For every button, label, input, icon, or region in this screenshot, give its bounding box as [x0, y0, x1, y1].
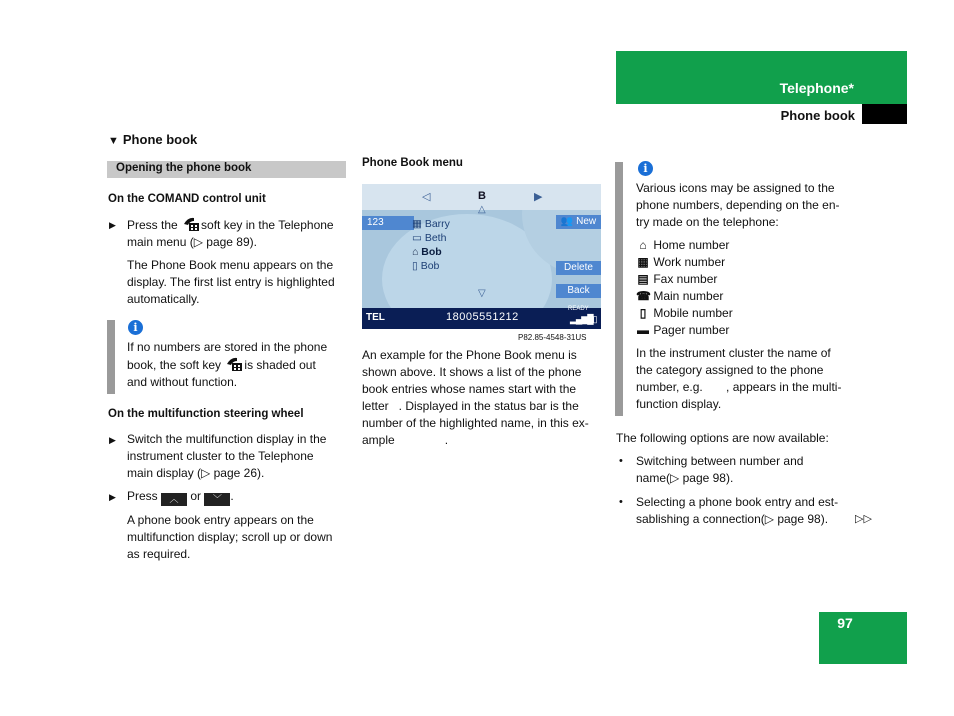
info-sidebar [107, 320, 115, 394]
screen-letter: B [478, 190, 486, 202]
steering-wheel-heading: On the multifunction steering wheel [108, 408, 304, 420]
info-instrument-cluster: In the instrument cluster the name of the category assigned to the phone number, e.g. , appears in the multi- function display. [636, 346, 842, 411]
status-ready: READY [568, 306, 589, 312]
scroll-down-key-icon: ﹀ [204, 493, 230, 506]
letter-right-arrow-icon[interactable]: ▶ [534, 191, 543, 203]
entry-bob-mobile[interactable]: ▯ Bob [412, 260, 440, 272]
info-note-left: If no numbers are stored in the phone book, the soft key is shaded out and without function. [127, 340, 328, 389]
btn-delete[interactable]: Delete [556, 261, 601, 275]
home-number-icon: ⌂ [412, 246, 419, 258]
legend-work: ▦ Work number [637, 255, 726, 269]
screen-status-bar [362, 308, 601, 329]
example-description: An example for the Phone Book menu is shown above. It shows a list of the phone book entries whose names start with the letter . Displayed in the status bar is the number of the highlighted name, in this ex- ample . [362, 348, 589, 447]
page-number: 97 [837, 615, 853, 631]
info-icon: i [638, 161, 653, 176]
continued-arrows-icon: ▷▷ [855, 513, 872, 525]
fax-number-icon: ▭ [412, 232, 422, 244]
header-black-tab [862, 104, 907, 124]
bullet-arrow-icon: ▶ [109, 220, 116, 230]
page-ref-arrow-icon: ▷ [670, 471, 680, 485]
chapter-title: Telephone* [779, 80, 854, 96]
page-title-text: Phone book [122, 132, 198, 147]
phonebook-appears-text: The Phone Book menu appears on the display. The first list entry is highlighted automatically. [127, 258, 335, 306]
comand-heading: On the COMAND control unit [108, 193, 266, 205]
phonebook-menu-heading: Phone Book menu [362, 157, 463, 169]
legend-main: ☎ Main number [636, 289, 724, 303]
list-down-arrow-icon[interactable]: ▽ [478, 288, 486, 299]
btn-123[interactable]: 123 [362, 216, 414, 230]
entry-appears-text: A phone book entry appears on the multifunction display; scroll up or down as required. [127, 513, 333, 561]
options-intro: The following options are now available: [616, 431, 829, 445]
phonebook-softkey-icon [225, 356, 243, 372]
btn-new[interactable]: 👥 New [556, 215, 601, 229]
step-press-keys: Press ︿ or ﹀ . [127, 489, 234, 504]
work-number-icon: ▦ [412, 218, 422, 230]
info-icons-intro: Various icons may be assigned to the phone numbers, depending on the en- try made on the telephone: [636, 181, 840, 229]
main-number-icon: ☎ [636, 289, 651, 303]
option-switch-number-name: Switching between number and name(▷ page 98). [636, 454, 804, 485]
status-number: 18005551212 [446, 311, 519, 323]
step-switch-display: Switch the multifunction display in the instrument cluster to the Telephone main display (▷ page 26). [127, 432, 327, 480]
step-press-softkey: Press the soft key in the Telephone main menu (▷ page 89). [127, 218, 334, 249]
list-up-arrow-icon[interactable]: △ [478, 204, 486, 215]
btn-back[interactable]: Back [556, 284, 601, 298]
phonebook-softkey-icon [182, 216, 200, 232]
bullet-arrow-icon: ▶ [109, 435, 116, 445]
page-ref-arrow-icon: ▷ [764, 512, 774, 526]
legend-mobile: ▯ Mobile number [636, 305, 861, 322]
entry-beth[interactable]: ▭ Beth [412, 232, 447, 244]
page-title [108, 132, 197, 147]
info-sidebar [615, 162, 623, 416]
mobile-number-icon: ▯ [412, 260, 418, 272]
section-subtitle: Phone book [780, 108, 855, 123]
subsection-title: Opening the phone book [116, 162, 252, 174]
letter-left-arrow-icon[interactable]: ◁ [422, 191, 431, 203]
entry-barry[interactable]: ▦ Barry [412, 218, 450, 230]
legend-fax: ▤ Fax number [637, 272, 718, 286]
signal-strength-icon: ▂▄▆█▯ [570, 314, 597, 324]
triangle-down-icon: ▼ [108, 135, 119, 147]
legend-pager: ▬ Pager number [637, 323, 730, 337]
header-green-band [616, 51, 907, 104]
status-label: TEL [366, 312, 385, 323]
option-select-entry: Selecting a phone book entry and est- sablishing a connection(▷ page 98). [636, 495, 839, 526]
entry-bob-highlighted[interactable]: ⌂ Bob [412, 246, 442, 258]
scroll-up-key-icon: ︿ [161, 493, 187, 506]
bullet-dot: • [619, 496, 623, 508]
mobile-number-icon: ▯ [639, 306, 647, 320]
pager-number-icon: ▬ [637, 323, 649, 337]
bullet-arrow-icon: ▶ [109, 492, 116, 502]
bullet-dot: • [619, 455, 623, 467]
figure-caption: P82.85-4548-31US [518, 333, 587, 342]
page-ref-arrow-icon: ▷ [193, 235, 203, 249]
subsection-bar [107, 161, 346, 178]
work-number-icon: ▦ [637, 255, 649, 269]
legend-home: ⌂ Home number [636, 237, 861, 254]
fax-number-icon: ▤ [637, 272, 649, 286]
page-ref-arrow-icon: ▷ [201, 466, 211, 480]
add-contact-icon: 👥 [560, 216, 574, 227]
icon-legend-list [636, 237, 861, 339]
home-number-icon: ⌂ [639, 238, 647, 252]
phonebook-screen [362, 184, 601, 329]
info-icon: i [128, 320, 143, 335]
